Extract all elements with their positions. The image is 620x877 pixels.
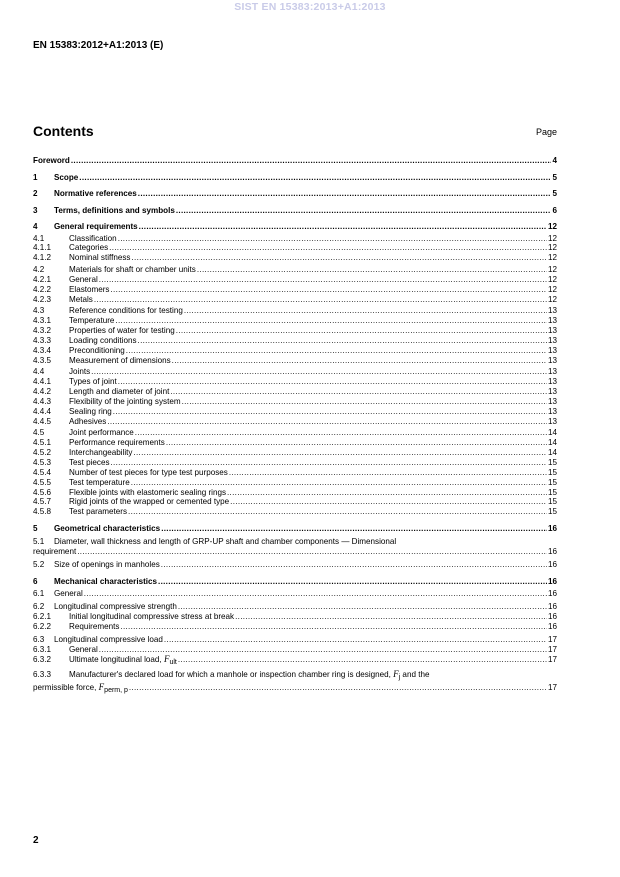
toc-number: 4.4.2 [33, 386, 52, 396]
leader-dots [230, 497, 547, 507]
toc-number: 6 [33, 576, 38, 586]
toc-title: Requirements [69, 622, 120, 632]
toc-title: Properties of water for testing [69, 325, 175, 335]
leader-dots [133, 448, 547, 458]
toc-title: General requirements [54, 222, 138, 231]
leader-dots [84, 589, 547, 599]
toc-entry-4-5-8[interactable] [33, 507, 557, 517]
toc-title: Performance requirements [69, 438, 165, 447]
toc-page: 13 [547, 335, 557, 345]
leader-dots [178, 602, 547, 612]
toc-page: 13 [547, 355, 557, 365]
toc-entry-4-4[interactable] [33, 367, 557, 377]
toc-number: 4.2.1 [33, 274, 52, 284]
toc-title: Test parameters [69, 507, 128, 517]
leader-dots [176, 206, 552, 216]
leader-dots [128, 507, 547, 517]
toc-title: Joint performance [69, 428, 134, 438]
toc-entry-4-1-1[interactable] [33, 243, 557, 253]
toc-entry-foreword[interactable] [33, 156, 557, 166]
toc-entry-4-5-1[interactable] [33, 438, 557, 448]
toc-title: Size of openings in manholes [54, 560, 160, 570]
toc-title: General [54, 589, 83, 599]
toc-number: 4.5.5 [33, 477, 52, 487]
toc-title: Joints [69, 367, 91, 377]
toc-title: Initial longitudinal compressive stress at break [69, 612, 235, 622]
toc-number: 4.3.4 [33, 345, 52, 355]
toc-entry-4-4-5[interactable] [33, 417, 557, 427]
toc-entry-4-5-4[interactable] [33, 468, 557, 478]
toc-entry-4-3-3[interactable] [33, 336, 557, 346]
toc-page: 13 [547, 306, 557, 316]
toc-number: 4.4.1 [33, 376, 52, 386]
toc-title: Types of joint [69, 376, 117, 386]
toc-title: Sealing ring [69, 406, 112, 416]
toc-number: 6.3.3 [33, 669, 52, 679]
leader-dots [178, 655, 547, 665]
toc-number: 4.5 [33, 428, 45, 438]
toc-number: 6.2.2 [33, 622, 52, 632]
toc-entry-4-4-4[interactable] [33, 407, 557, 417]
toc-page: 16 [547, 547, 557, 557]
toc-title: Manufacturer's declared load for which a manhole or inspection chamber ring is designed, [69, 669, 394, 679]
toc-page: 15 [547, 507, 557, 517]
toc-page: 15 [547, 457, 557, 467]
page-column-label: Page [535, 127, 557, 137]
toc-number: 4.3 [33, 306, 45, 316]
toc-title: Adhesives [69, 416, 107, 426]
toc-page: 12 [547, 264, 557, 274]
toc-number: 6.3 [33, 635, 45, 645]
toc-title: Longitudinal compressive strength [54, 602, 177, 612]
toc-page: 13 [547, 396, 557, 406]
toc-page: 13 [547, 325, 557, 335]
toc-page: 6 [552, 205, 557, 215]
toc-number: 6.2 [33, 602, 45, 612]
toc-number: 4.3.5 [33, 355, 52, 365]
leader-dots [172, 356, 547, 366]
toc-page: 16 [547, 560, 557, 570]
toc-title: Preconditioning [69, 345, 125, 355]
leader-dots [120, 622, 547, 632]
toc-page: 15 [547, 497, 557, 507]
toc-title: Terms, definitions and symbols [54, 205, 175, 215]
toc-entry-4-4-1[interactable] [33, 377, 557, 387]
toc-page: 16 [547, 612, 557, 622]
leader-dots [79, 173, 551, 183]
toc-page: 16 [547, 622, 557, 632]
toc-number: 4.5.7 [33, 497, 52, 507]
toc-number: 1 [33, 172, 38, 182]
toc-title: Flexible joints with elastomeric sealing rings [69, 487, 226, 497]
leader-dots [126, 346, 547, 356]
leader-dots [99, 275, 547, 285]
toc-page: 12 [547, 233, 557, 243]
toc-entry-4-1[interactable] [33, 234, 557, 244]
leader-dots [111, 458, 547, 468]
toc-title: Flexibility of the jointing system [69, 396, 181, 406]
toc-title: Geometrical characteristics [54, 523, 161, 533]
toc-number: 2 [33, 189, 38, 198]
toc-title: Elastomers [69, 284, 110, 294]
toc-entry-4-3[interactable] [33, 306, 557, 316]
leader-dots [158, 577, 547, 587]
leader-dots [227, 488, 547, 498]
toc-number: 4.2.3 [33, 294, 52, 304]
leader-dots [138, 189, 552, 199]
leader-dots [229, 468, 547, 478]
toc-entry-4-2-3[interactable] [33, 295, 557, 305]
toc-entry-5-1[interactable] [33, 537, 557, 557]
toc-title: General [69, 274, 98, 284]
toc-entry-4-4-2[interactable] [33, 387, 557, 397]
toc-entry-6-3[interactable] [33, 635, 557, 645]
toc-title: Normative references [54, 189, 137, 198]
toc-page: 12 [547, 253, 557, 263]
toc-page: 13 [547, 416, 557, 426]
toc-title: Loading conditions [69, 335, 137, 345]
symbol-f-j: F [393, 668, 399, 679]
toc-number: 4.5.8 [33, 507, 52, 517]
toc-page: 12 [547, 284, 557, 294]
toc-number: 6.3.2 [33, 654, 52, 664]
leader-dots [91, 367, 547, 377]
toc-page: 13 [547, 386, 557, 396]
leader-dots [71, 156, 552, 166]
toc-page: 13 [547, 406, 557, 416]
toc-title: Scope [54, 172, 79, 182]
toc-entry-4-4-3[interactable] [33, 397, 557, 407]
table-of-contents [33, 156, 557, 695]
toc-title-continuation: requirement [33, 547, 77, 557]
toc-title: Longitudinal compressive load [54, 635, 163, 645]
toc-entry-4-5-3[interactable] [33, 458, 557, 468]
toc-number: 4.5.4 [33, 467, 52, 477]
leader-dots [131, 478, 547, 488]
toc-entry-6-1[interactable] [33, 589, 557, 599]
toc-entry-4-3-1[interactable] [33, 316, 557, 326]
toc-entry-4-2-2[interactable] [33, 285, 557, 295]
toc-entry-4[interactable] [33, 222, 557, 232]
leader-dots [166, 438, 547, 448]
leader-dots [135, 428, 547, 438]
toc-entry-5-2[interactable] [33, 560, 557, 570]
contents-title: Contents [33, 123, 94, 139]
toc-number: 4.2.2 [33, 284, 52, 294]
toc-page: 15 [547, 477, 557, 487]
toc-title: Materials for shaft or chamber units [69, 264, 196, 274]
toc-page: 13 [547, 345, 557, 355]
page-number: 2 [33, 835, 39, 846]
leader-dots [113, 407, 547, 417]
toc-number: 4.3.1 [33, 315, 52, 325]
toc-title: Diameter, wall thickness and length of GRP-UP shaft and chamber components — Dimensional [54, 536, 397, 546]
toc-title: Temperature [69, 315, 115, 325]
leader-dots [164, 635, 547, 645]
toc-number: 4.1 [33, 233, 45, 243]
toc-number: 4.4.3 [33, 396, 52, 406]
toc-page: 4 [552, 156, 557, 165]
toc-number: 4.4.4 [33, 406, 52, 416]
toc-page: 12 [547, 222, 557, 231]
toc-title: General [69, 645, 98, 654]
leader-dots [118, 377, 547, 387]
toc-page: 12 [547, 243, 557, 253]
toc-number: 4.1.2 [33, 253, 52, 263]
toc-number: 6.1 [33, 589, 45, 599]
leader-dots [115, 316, 547, 326]
toc-title: Reference conditions for testing [69, 306, 183, 316]
toc-number: 4.4 [33, 367, 45, 377]
toc-number: 4.1.1 [33, 243, 52, 253]
toc-title: Categories [69, 243, 109, 253]
toc-page: 15 [547, 487, 557, 497]
leader-dots [94, 295, 547, 305]
toc-number: 5.2 [33, 560, 45, 570]
toc-number: 5.1 [33, 536, 45, 546]
toc-number: 5 [33, 523, 38, 533]
toc-page: 16 [547, 523, 557, 533]
toc-title: Test pieces [69, 457, 110, 467]
toc-page: 12 [547, 294, 557, 304]
toc-number: 4.5.1 [33, 438, 52, 447]
toc-number: 6.2.1 [33, 612, 52, 622]
leader-dots [110, 285, 547, 295]
toc-page: 16 [547, 589, 557, 599]
leader-dots [184, 306, 547, 316]
toc-entry-6-3-1[interactable] [33, 645, 557, 655]
toc-page: 16 [547, 602, 557, 612]
toc-title: Mechanical characteristics [54, 576, 158, 586]
toc-page: 15 [547, 467, 557, 477]
toc-page: 14 [547, 428, 557, 438]
leader-dots [139, 222, 547, 232]
toc-entry-1[interactable] [33, 173, 557, 183]
leader-dots [129, 682, 547, 694]
toc-title: Measurement of dimensions [69, 355, 171, 365]
toc-entry-6[interactable] [33, 577, 557, 587]
toc-title: Foreword [33, 156, 70, 165]
toc-page: 17 [547, 654, 557, 664]
toc-page: 13 [547, 376, 557, 386]
toc-title: Metals [69, 294, 93, 304]
toc-entry-6-2[interactable] [33, 602, 557, 612]
leader-dots [77, 547, 547, 557]
toc-entry-2[interactable] [33, 189, 557, 199]
toc-title: Nominal stiffness [69, 253, 131, 263]
toc-number: 4 [33, 222, 38, 231]
leader-dots [235, 612, 547, 622]
toc-page: 17 [547, 683, 557, 693]
toc-title: Interchangeability [69, 447, 133, 457]
toc-number: 4.2 [33, 264, 45, 274]
leader-dots [176, 326, 547, 336]
toc-page: 17 [547, 645, 557, 654]
toc-entry-4-5[interactable] [33, 428, 557, 438]
leader-dots [182, 397, 547, 407]
toc-entry-4-3-2[interactable] [33, 326, 557, 336]
toc-title: Rigid joints of the wrapped or cemented type [69, 497, 230, 507]
toc-title: Length and diameter of joint [69, 386, 170, 396]
toc-page: 13 [547, 367, 557, 377]
leader-dots [161, 560, 547, 570]
toc-entry-4-5-7[interactable] [33, 497, 557, 507]
toc-entry-4-2[interactable] [33, 265, 557, 275]
toc-entry-4-3-5[interactable] [33, 356, 557, 366]
leader-dots [131, 253, 547, 263]
toc-page: 17 [547, 635, 557, 645]
toc-entry-6-2-2[interactable] [33, 622, 557, 632]
toc-entry-4-2-1[interactable] [33, 275, 557, 285]
toc-number: 3 [33, 205, 38, 215]
leader-dots [197, 265, 547, 275]
toc-entry-4-5-5[interactable] [33, 478, 557, 488]
toc-entry-4-5-6[interactable] [33, 488, 557, 498]
toc-title: Classification [69, 233, 117, 243]
toc-page: 12 [547, 274, 557, 284]
toc-number: 4.3.2 [33, 325, 52, 335]
toc-title-continuation: permissible force, Fperm, p [33, 682, 128, 695]
toc-number: 6.3.1 [33, 645, 52, 654]
leader-dots [118, 234, 547, 244]
toc-entry-3[interactable] [33, 206, 557, 216]
toc-entry-6-3-2[interactable] [33, 655, 557, 666]
toc-page: 14 [547, 447, 557, 457]
toc-page: 14 [547, 438, 557, 447]
toc-entry-4-3-4[interactable] [33, 346, 557, 356]
toc-number: 4.5.6 [33, 487, 52, 497]
toc-title: Test temperature [69, 477, 130, 487]
toc-page: 13 [547, 315, 557, 325]
toc-number: 4.3.3 [33, 335, 52, 345]
toc-entry-5[interactable] [33, 524, 557, 534]
leader-dots [170, 387, 547, 397]
leader-dots [99, 645, 547, 655]
toc-number: 4.5.3 [33, 457, 52, 467]
leader-dots [161, 524, 547, 534]
toc-entry-6-2-1[interactable] [33, 612, 557, 622]
toc-page: 5 [552, 172, 557, 182]
toc-number: 4.5.2 [33, 447, 52, 457]
toc-page: 5 [552, 189, 557, 198]
toc-entry-6-3-3[interactable]: 6.3.3 Manufacturer's declared load for which a manhole or inspection chamber ring is designed, Fj and the permissible force, Fperm, p ..... 17 [33, 669, 557, 695]
toc-number: 4.4.5 [33, 416, 52, 426]
leader-dots [109, 243, 547, 253]
watermark: SIST EN 15383:2013+A1:2013 [234, 1, 386, 13]
leader-dots [138, 336, 547, 346]
toc-entry-4-5-2[interactable] [33, 448, 557, 458]
toc-title: Number of test pieces for type test purposes [69, 467, 228, 477]
toc-entry-4-1-2[interactable] [33, 253, 557, 263]
toc-page: 16 [547, 576, 557, 586]
document-id: EN 15383:2012+A1:2013 (E) [33, 40, 164, 51]
leader-dots [107, 417, 547, 427]
toc-title: Ultimate longitudinal load, Fult [69, 654, 177, 666]
